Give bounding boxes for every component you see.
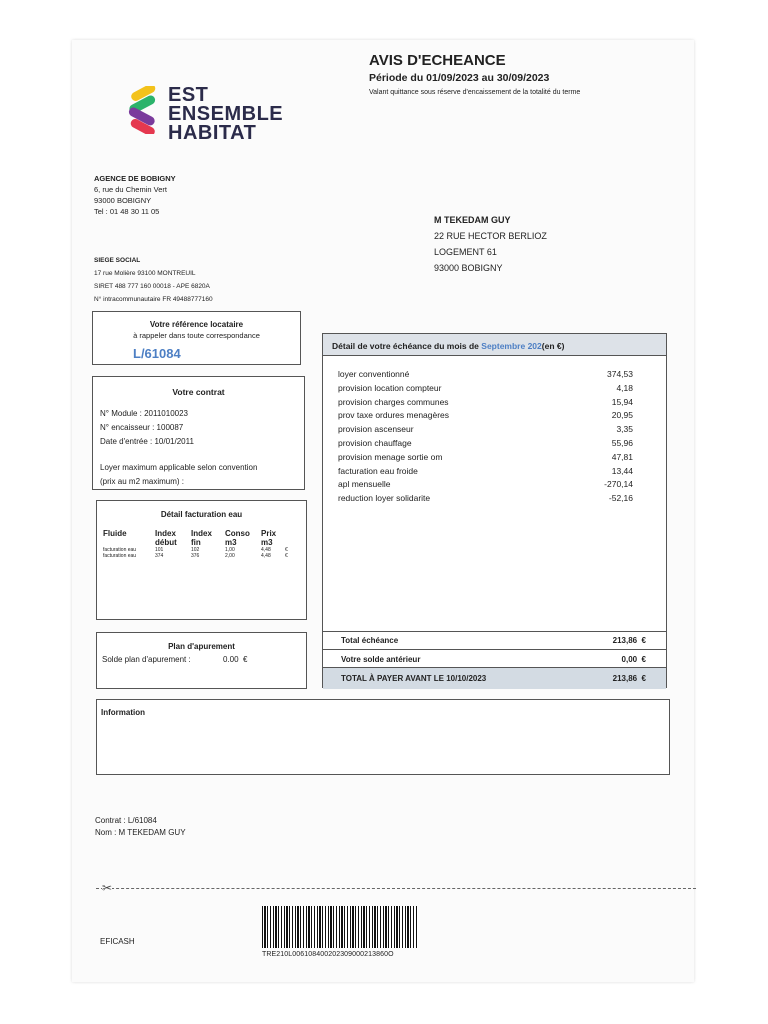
list-item: facturation eau froide 13,44	[338, 465, 633, 476]
information-box: Information	[96, 699, 670, 775]
list-item: apl mensuelle -270,14	[338, 479, 633, 490]
footer-contract: Contrat : L/61084 Nom : M TEKEDAM GUY	[95, 816, 186, 837]
logo-wordmark: EST ENSEMBLE HABITAT	[168, 84, 284, 144]
agency-address: AGENCE DE BOBIGNY 6, rue du Chemin Vert 93000 BOBIGNY Tel : 01 48 30 11 05	[94, 174, 176, 216]
list-item: loyer conventionné 374,53	[338, 369, 633, 379]
water-billing-box: Détail facturation eau Fluide Index début Index fin Conso m3 Prix m3 facturation eau 101 102 1,00 4,48 € facturation eau 374 376 2,00 4,48 €	[96, 500, 307, 620]
document-title: AVIS D'ECHEANCE	[369, 52, 506, 69]
table-row: facturation eau 374 376 2,00 4,48 €	[103, 553, 288, 559]
hq-address: SIEGE SOCIAL 17 rue Molière 93100 MONTREUIL SIRET 488 777 160 00018 - APE 6820A N° intracommunautaire FR 49488777160	[94, 257, 213, 303]
est-ensemble-logo-icon	[126, 86, 160, 134]
list-item: provision location compteur 4,18	[338, 382, 633, 393]
previous-balance-row: Votre solde antérieur 0,00 €	[323, 650, 666, 668]
list-item: prov taxe ordures menagères 20,95	[338, 410, 633, 421]
list-item: reduction loyer solidarite -52,16	[338, 493, 633, 504]
table-row: facturation eau 101 102 1,00 4,48 €	[103, 547, 288, 553]
schedule-lines	[338, 368, 633, 506]
list-item: provision ascenseur 3,35	[338, 424, 633, 435]
list-item: provision menage sortie om 47,81	[338, 451, 633, 462]
schedule-detail-box	[322, 333, 667, 688]
barcode-icon	[262, 906, 418, 948]
receipt-note: Valant quittance sous réserve d'encaissement de la totalité du terme	[369, 89, 581, 96]
tenant-reference-box: Votre référence locataire à rappeler dans toute correspondance L/61084	[92, 311, 301, 365]
payment-plan-value: 0.00 €	[223, 655, 248, 664]
total-echeance-row: Total échéance 213,86 €	[323, 632, 666, 650]
barcode-text: TRE210L006108400202309000213860O	[262, 951, 394, 958]
contract-box: Votre contrat N° Module : 2011010023 N° encaisseur : 100087 Date d'entrée : 10/01/2011 Loyer maximum applicable selon convention (prix au m2 maximum) :	[92, 376, 305, 490]
period-text: Période du 01/09/2023 au 30/09/2023	[369, 72, 550, 84]
total-to-pay-row: TOTAL À PAYER AVANT LE 10/10/2023 213,86 €	[323, 668, 666, 689]
water-billing-table: Fluide Index début Index fin Conso m3 Prix m3 facturation eau 101 102 1,00 4,48 € facturation eau 374 376 2,00 4,48 €	[103, 529, 288, 559]
list-item: provision charges communes 15,94	[338, 396, 633, 407]
cut-line	[96, 888, 696, 889]
scissors-icon: ✂	[102, 881, 113, 895]
schedule-detail-header: Détail de votre échéance du mois de Septembre 202(en €)	[323, 334, 666, 356]
payment-plan-box: Plan d'apurement Solde plan d'apurement : 0.00 €	[96, 632, 307, 689]
recipient-address: M TEKEDAM GUY 22 RUE HECTOR BERLIOZ LOGEMENT 61 93000 BOBIGNY	[434, 215, 547, 273]
list-item: provision chauffage 55,96	[338, 437, 633, 448]
eficash-label: EFICASH	[100, 937, 135, 946]
tenant-reference-value: L/61084	[133, 346, 181, 361]
